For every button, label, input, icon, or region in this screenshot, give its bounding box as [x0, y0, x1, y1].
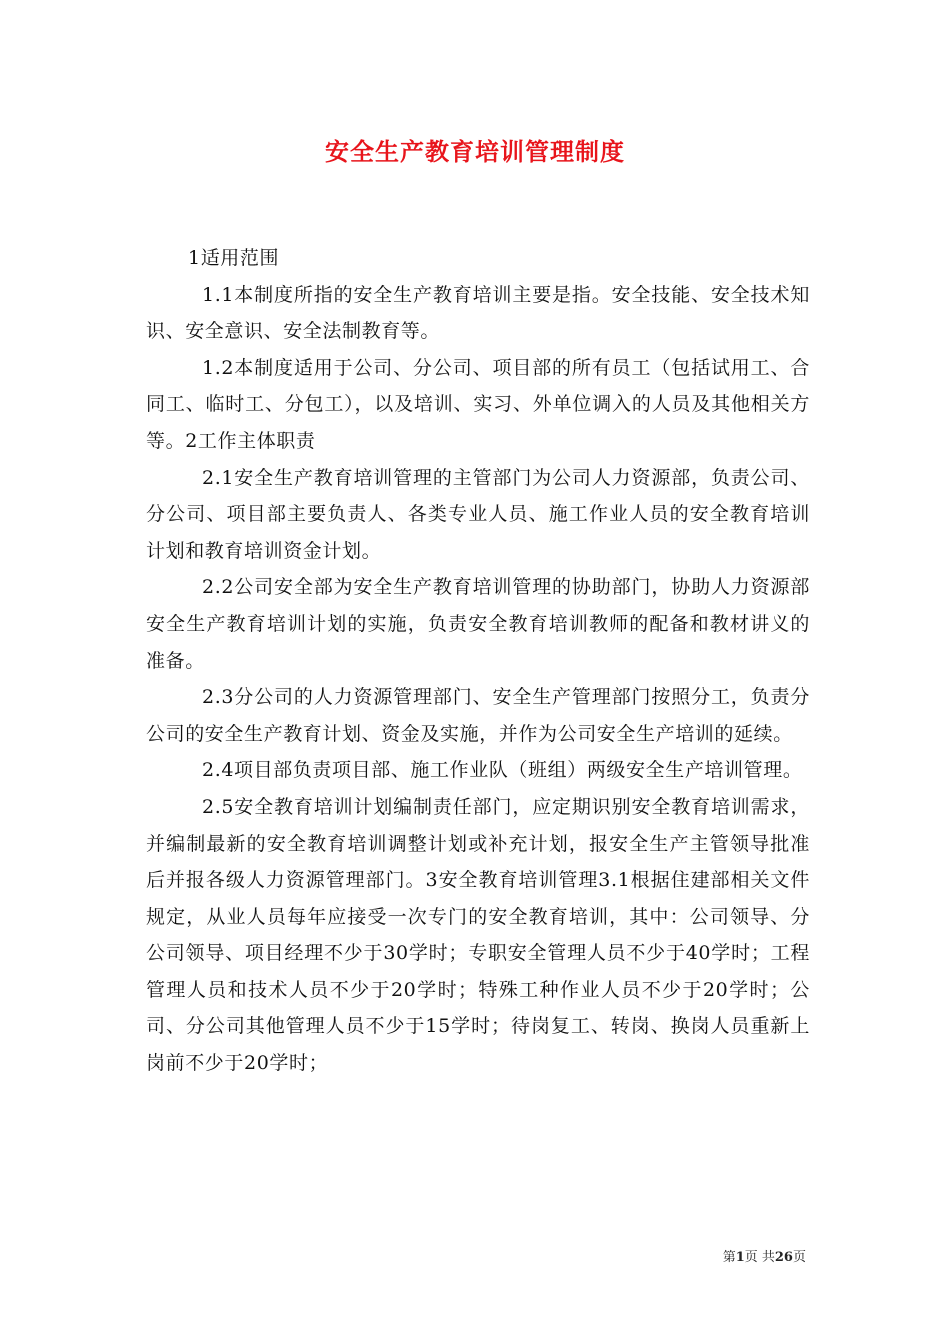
footer-suffix: 页: [792, 1250, 806, 1265]
paragraph-1-2: 1.2本制度适用于公司、分公司、项目部的所有员工（包括试用工、合同工、临时工、分包工），以及培训、实习、外单位调入的人员及其他相关方等。2工作主体职责: [146, 356, 810, 452]
page-footer: [560, 1246, 806, 1265]
paragraph-2-4: 2.4项目部负责项目部、施工作业队（班组）两级安全生产培训管理。: [202, 759, 803, 782]
footer-middle: 页 共: [744, 1250, 775, 1265]
document-title: 安全生产教育培训管理制度: [325, 137, 625, 166]
paragraph-1-1: 1.1本制度所指的安全生产教育培训主要是指。安全技能、安全技术知识、安全意识、安全法制教育等。: [146, 283, 810, 343]
paragraph-2-2: 2.2公司安全部为安全生产教育培训管理的协助部门，协助人力资源部安全生产教育培训计划的实施，负责安全教育培训教师的配备和教材讲义的准备。: [146, 576, 810, 672]
paragraph-2-3: 2.3分公司的人力资源管理部门、安全生产管理部门按照分工，负责分公司的安全生产教育计划、资金及实施，并作为公司安全生产培训的延续。: [146, 686, 810, 745]
total-pages-number: 26: [774, 1250, 793, 1265]
document-body: [146, 240, 810, 1082]
paragraph-2-1: 2.1安全生产教育培训管理的主管部门为公司人力资源部，负责公司、分公司、项目部主要负责人、各类专业人员、施工作业人员的安全教育培训计划和教育培训资金计划。: [146, 466, 810, 562]
footer-prefix: 第: [722, 1250, 736, 1265]
paragraph-2-5: 2.5安全教育培训计划编制责任部门，应定期识别安全教育培训需求，并编制最新的安全教育培训调整计划或补充计划，报安全生产主管领导批准后并报各级人力资源管理部门。3安全教育培训管理3.1根据住建部相关文件规定，从业人员每年应接受一次专门的安全教育培训，其中：公司领导、分公司领导、项目经理不少于30学时；专职安全管理人员不少于40学时；工程管理人员和技术人员不少于20学时；特殊工种作业人员不少于20学时；公司、分公司其他管理人员不少于15学时；待岗复工、转岗、换岗人员重新上岗前不少于20学时；: [146, 795, 810, 1075]
section-heading: 1适用范围: [188, 247, 280, 269]
current-page-number: 1: [735, 1250, 745, 1265]
